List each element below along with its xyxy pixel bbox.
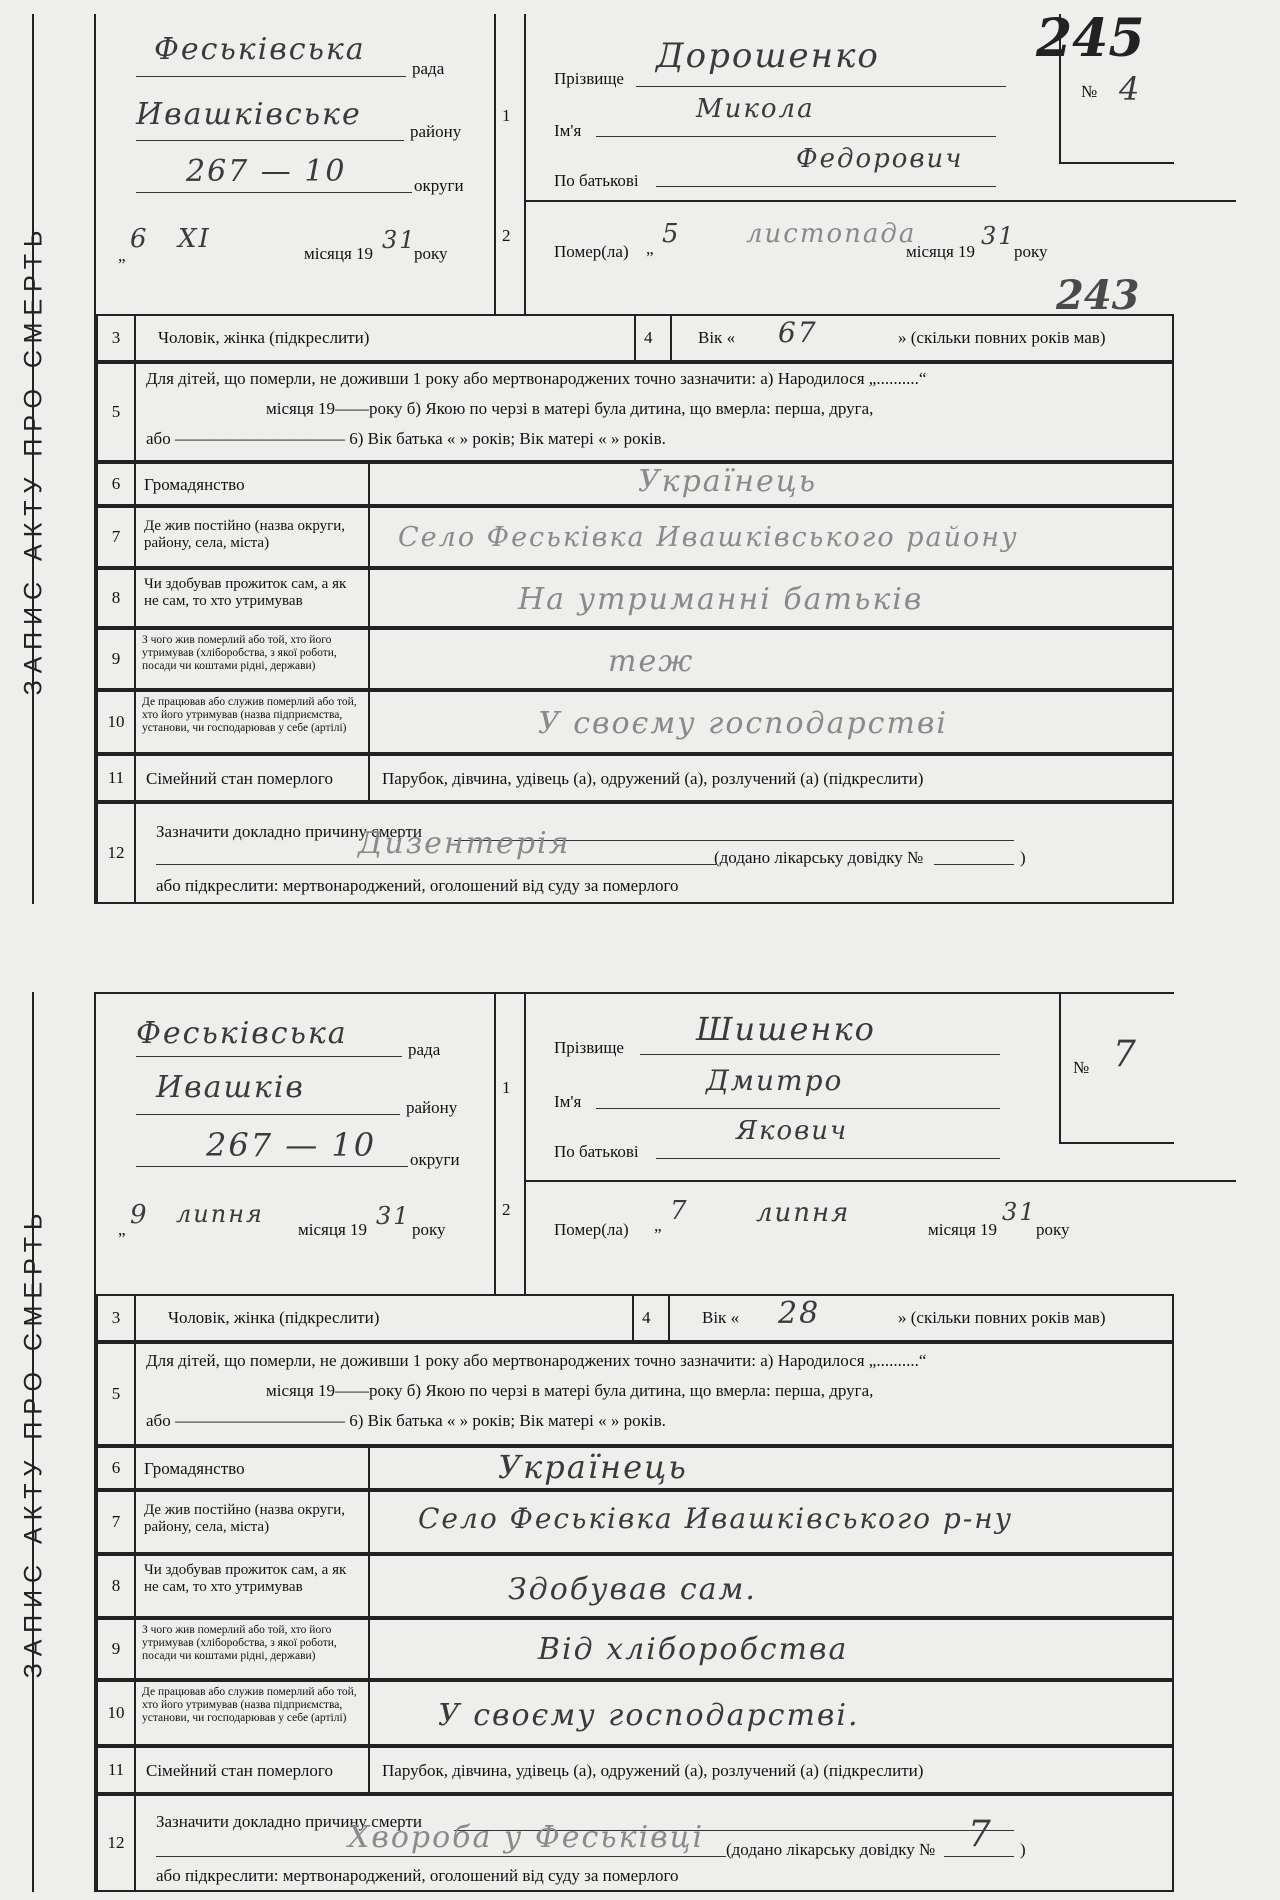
marital-options: Парубок, дівчина, удівець (а), одружений (а), розлучений (а) (підкреслити) <box>382 1761 924 1780</box>
row-marital: 11 Сімейний стан померлого Парубок, дівчина, удівець (а), одружений (а), розлучений (а) (підкреслити) <box>96 1746 1174 1794</box>
residence-value: Село Феськівка Ивашківського р-ну <box>418 1502 1013 1535</box>
support-value: На утриманні батьків <box>518 582 924 617</box>
row-residence: 7 Де жив постійно (назва округи, району, села, міста) Село Феськівка Ивашківського району <box>96 506 1174 568</box>
marital-options: Парубок, дівчина, удівець (а), одружений (а), розлучений (а) (підкреслити) <box>382 769 924 788</box>
row-support: 8 Чи здобував прожиток сам, а як не сам, то хто утримував Здобував сам. <box>96 1554 1174 1618</box>
reg-day-value: 6 <box>130 224 149 254</box>
work-value: У своєму господарстві <box>538 706 948 741</box>
row-residence: 7 Де жив постійно (назва округи, району, села, міста) Село Феськівка Ивашківського р-ну <box>96 1490 1174 1554</box>
death-year-value: 31 <box>1002 1198 1037 1226</box>
patronymic-value: Якович <box>736 1116 849 1146</box>
row-citizenship: 6 Громадянство Українець <box>96 462 1174 506</box>
record-sheet: Феськівська рада Ивашків району 267 — 10 округи „ 9 липня місяця 19 31 року 1 2 Прізвище Шишенко Ім'я Дмитро По батькові Якович Помер(ла) „ 7 липня місяця 19 31 року № 7 3 Чоловік, жінка (підкреслити) 4 Вік « 28 » (скільки повних років мав) 5 Для дітей, що померли, не доживши 1 року або мертвонароджених точно зазначити: а) Народилося „..........“ місяця 19——року б) Якою по черзі в матері була дитина, що вмерла: перша, друга, або —————————— 6) Вік батька « » років; Вік матері « » років. 6 Громадянство Українець 7 Де жив постійно (назва округи, району, села, міста) Село Феськівка Ивашківського р-ну 8 Чи здобував прожиток сам, а як не сам, то хто утримував Здобував сам. 9 З чого жив померлий або той, хто його утримував (хліборобства, з якої роботи, посади чи коштами рідні, держави) Від хліборобства 10 Де працював або служив померлий або той, хто його утримував (назва підприємства, установи, чи господарював у себе (артілі) У своєму господарстві. 11 Сімейний стан померлого Парубок, дівчина, удівець (а), одружений (а), розлучений (а) (підкреслити) 12 Зазначити докладно причину смерти Хвороба у Феськівці (додано лікарську довідку № 7 ) або підкреслити: мертвонароджений, оголошений від суду за померлого <box>94 992 1174 1892</box>
archive-stamp: 245 <box>1036 8 1145 69</box>
work-value: У своєму господарстві. <box>438 1698 860 1733</box>
row-cause: 12 Зазначити докладно причину смерти Хвороба у Феськівці (додано лікарську довідку № 7 ) або підкреслити: мертвонароджений, оголошений від суду за померлого <box>96 1794 1174 1892</box>
rada-value: Феськівська <box>136 1016 348 1051</box>
name-value: Дмитро <box>706 1064 844 1097</box>
row-income: 9 З чого жив померлий або той, хто його утримував (хліборобства, з якої роботи, посади чи коштами рідні, держави) Від хліборобства <box>96 1618 1174 1680</box>
income-value: Від хліборобства <box>538 1632 849 1667</box>
support-value: Здобував сам. <box>508 1572 757 1607</box>
record-number-box: № 7 <box>1059 994 1174 1144</box>
death-day-value: 7 <box>670 1196 689 1226</box>
registration-place-block: Феськівська рада Ивашків району 267 — 10 округи „ 9 липня місяця 19 31 року <box>96 994 496 1294</box>
reg-year-value: 31 <box>382 226 417 254</box>
age-value: 28 <box>778 1296 821 1331</box>
record-number-value: 4 <box>1119 70 1142 108</box>
death-month-value: липня <box>756 1198 851 1228</box>
age-value: 67 <box>778 316 818 349</box>
reg-year-value: 31 <box>376 1202 411 1230</box>
med-cert-number: 7 <box>968 1814 993 1855</box>
row-support: 8 Чи здобував прожиток сам, а як не сам, то хто утримував На утриманні батьків <box>96 568 1174 628</box>
record-number-box: № 4 <box>1059 14 1174 164</box>
row-citizenship: 6 Громадянство Українець <box>96 1446 1174 1490</box>
archive-stamp-2: 243 <box>1056 272 1140 319</box>
registration-place-block: Феськівська рада Ивашківське району 267 — 10 округи „ 6 ХІ місяця 19 31 року <box>96 14 496 314</box>
cause-value: Хвороба у Феськівці <box>348 1820 705 1855</box>
residence-value: Село Феськівка Ивашківського району <box>398 522 1019 553</box>
row-marital: 11 Сімейний стан померлого Парубок, дівчина, удівець (а), одружений (а), розлучений (а) (підкреслити) <box>96 754 1174 802</box>
raion-value: Ивашківське <box>136 97 362 132</box>
raion-value: Ивашків <box>156 1070 305 1105</box>
record-number-value: 7 <box>1113 1034 1138 1075</box>
death-year-value: 31 <box>981 222 1016 250</box>
death-record-1 <box>19 8 1174 904</box>
patronymic-value: Федорович <box>796 144 964 174</box>
row-work: 10 Де працював або служив померлий або той, хто його утримував (назва підприємства, установи, чи господарював у себе (артілі) У своєму господарстві. <box>96 1680 1174 1746</box>
death-day-value: 5 <box>662 219 681 249</box>
row-work: 10 Де працював або служив померлий або той, хто його утримував (назва підприємства, установи, чи господарював у себе (артілі) У своєму господарстві <box>96 690 1174 754</box>
side-title: ЗАПИС АКТУ ПРО СМЕРТЬ <box>19 1206 48 1678</box>
side-title: ЗАПИС АКТУ ПРО СМЕРТЬ <box>19 223 48 695</box>
row-gender-age: 3 Чоловік, жінка (підкреслити) 4 Вік « 28 » (скільки повних років мав) <box>96 1294 1174 1342</box>
gender-label: Чоловік, жінка (підкреслити) <box>168 1308 380 1327</box>
citizenship-value: Українець <box>498 1448 688 1486</box>
reg-month-value: липня <box>176 1200 264 1228</box>
surname-value: Шишенко <box>696 1010 876 1048</box>
reg-day-value: 9 <box>130 1200 149 1230</box>
income-value: теж <box>608 644 695 679</box>
row-gender-age: 3 Чоловік, жінка (підкреслити) 4 Вік « 67 » (скільки повних років мав) <box>96 314 1174 362</box>
death-month-value: листопада <box>746 219 917 249</box>
row-income: 9 З чого жив померлий або той, хто його утримував (хліборобства, з якої роботи, посади чи коштами рідні, держави) теж <box>96 628 1174 690</box>
okruha-value: 267 — 10 <box>206 1126 377 1164</box>
row-children: 5 Для дітей, що померли, не доживши 1 року або мертвонароджених точно зазначити: а) Народилося „..........“ місяця 19——року б) Якою по черзі в матері була дитина, що вмерла: перша, друга, або —————————— 6) Вік батька « » років; Вік матері « » років. <box>96 1342 1174 1446</box>
rada-value: Феськівська <box>154 32 366 67</box>
row-cause: 12 Зазначити докладно причину смерти Дизентерія (додано лікарську довідку № ) або підкреслити: мертвонароджений, оголошений від суду за померлого <box>96 802 1174 904</box>
surname-value: Дорошенко <box>656 36 880 76</box>
citizenship-value: Українець <box>638 464 818 499</box>
death-record-2 <box>19 992 1174 1892</box>
row-children: 5 Для дітей, що померли, не доживши 1 року або мертвонароджених точно зазначити: а) Народилося „..........“ місяця 19——року б) Якою по черзі в матері була дитина, що вмерла: перша, друга, або —————————— 6) Вік батька « » років; Вік матері « » років. <box>96 362 1174 462</box>
okruha-value: 267 — 10 <box>186 154 347 189</box>
name-value: Микола <box>696 94 815 124</box>
gender-label: Чоловік, жінка (підкреслити) <box>158 328 370 347</box>
reg-month-value: ХІ <box>178 224 211 254</box>
cause-value: Дизентерія <box>358 826 571 861</box>
record-sheet: Феськівська рада Ивашківське району 267 — 10 округи „ 6 ХІ місяця 19 31 року 1 2 Прізвище Дорошенко Ім'я Микола По батькові Федорович Помер(ла) „ 5 листопада місяця 19 31 року № 4 245 243 3 Чоловік, жінка (підкреслити) 4 Вік « 67 » (скільки повних років мав) 5 Для дітей, що померли, не доживши 1 року або мертвонароджених точно зазначити: а) Народилося „..........“ місяця 19——року б) Якою по черзі в матері була дитина, що вмерла: перша, друга, або —————————— 6) Вік батька « » років; Вік матері « » років. 6 Громадянство Українець 7 Де жив постійно (назва округи, району, села, міста) Село Феськівка Ивашківського району 8 Чи здобував прожиток сам, а як не сам, то хто утримував На утриманні батьків 9 З чого жив померлий або той, хто його утримував (хліборобства, з якої роботи, посади чи коштами рідні, держави) теж 10 Де працював або служив померлий або той, хто його утримував (назва підприємства, установи, чи господарював у себе (артілі) У своєму господарстві 11 Сімейний стан померлого Парубок, дівчина, удівець (а), одружений (а), розлучений (а) (підкреслити) 12 Зазначити докладно причину смерти Дизентерія (додано лікарську довідку № ) або підкреслити: мертвонароджений, оголошений від суду за померлого <box>94 14 1174 904</box>
